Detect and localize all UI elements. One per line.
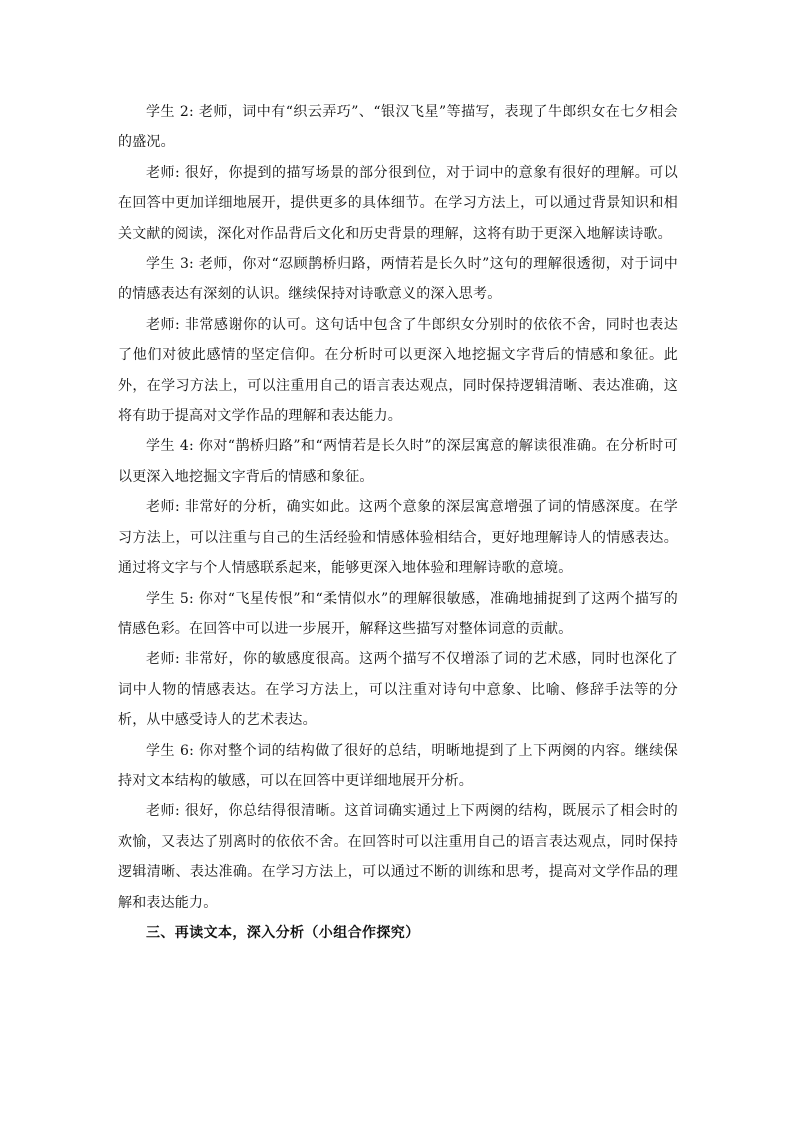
paragraph-student-3: 学生 3: 老师，你对“忍顾鹊桥归路，两情若是长久时”这句的理解很透彻，对于词中的情感表达有深刻的认识。继续保持对诗歌意义的深入思考。 xyxy=(118,256,678,303)
paragraph-student-2: 学生 2: 老师，词中有“织云弄巧”、“银汉飞星”等描写，表现了牛郎织女在七夕相会的盛况。 xyxy=(118,104,678,151)
paragraph-student-6: 学生 6: 你对整个词的结构做了很好的总结，明晰地提到了上下两阕的内容。继续保持对文本结构的敏感，可以在回答中更详细地展开分析。 xyxy=(118,742,678,789)
paragraph-teacher-reply-4: 老师: 非常好的分析，确实如此。这两个意象的深层寓意增强了词的情感深度。在学习方法上，可以注重与自己的生活经验和情感体验相结合，更好地理解诗人的情感表达。通过将文字与个人情感联系起来，能够更深入地体验和理解诗歌的意境。 xyxy=(118,499,678,577)
document-page xyxy=(118,97,678,948)
paragraph-student-4: 学生 4: 你对“鹊桥归路”和“两情若是长久时”的深层寓意的解读很准确。在分析时可以更深入地挖掘文字背后的情感和象征。 xyxy=(118,438,678,485)
paragraph-teacher-reply-5: 老师: 非常好，你的敏感度很高。这两个描写不仅增添了词的艺术感，同时也深化了词中人物的情感表达。在学习方法上，可以注重对诗句中意象、比喻、修辞手法等的分析，从中感受诗人的艺术表达。 xyxy=(118,651,678,729)
paragraph-teacher-reply-2: 老师: 很好，你提到的描写场景的部分很到位，对于词中的意象有很好的理解。可以在回答中更加详细地展开，提供更多的具体细节。在学习方法上，可以通过背景知识和相关文献的阅读，深化对作品背后文化和历史背景的理解，这将有助于更深入地解读诗歌。 xyxy=(118,164,678,242)
paragraph-teacher-reply-3: 老师: 非常感谢你的认可。这句话中包含了牛郎织女分别时的依依不舍，同时也表达了他们对彼此感情的坚定信仰。在分析时可以更深入地挖掘文字背后的情感和象征。此外，在学习方法上，可以注重用自己的语言表达观点，同时保持逻辑清晰、表达准确，这将有助于提高对文学作品的理解和表达能力。 xyxy=(118,316,678,425)
section-heading: 三、再读文本，深入分析（小组合作探究） xyxy=(146,924,420,941)
paragraph-student-5: 学生 5: 你对“飞星传恨”和“柔情似水”的理解很敏感，准确地捕捉到了这两个描写的情感色彩。在回答中可以进一步展开，解释这些描写对整体词意的贡献。 xyxy=(118,590,678,637)
paragraph-teacher-reply-6: 老师: 很好，你总结得很清晰。这首词确实通过上下两阕的结构，既展示了相会时的欢愉，又表达了别离时的依依不舍。在回答时可以注重用自己的语言表达观点，同时保持逻辑清晰、表达准确。在学习方法上，可以通过不断的训练和思考，提高对文学作品的理解和表达能力。 xyxy=(118,803,678,911)
